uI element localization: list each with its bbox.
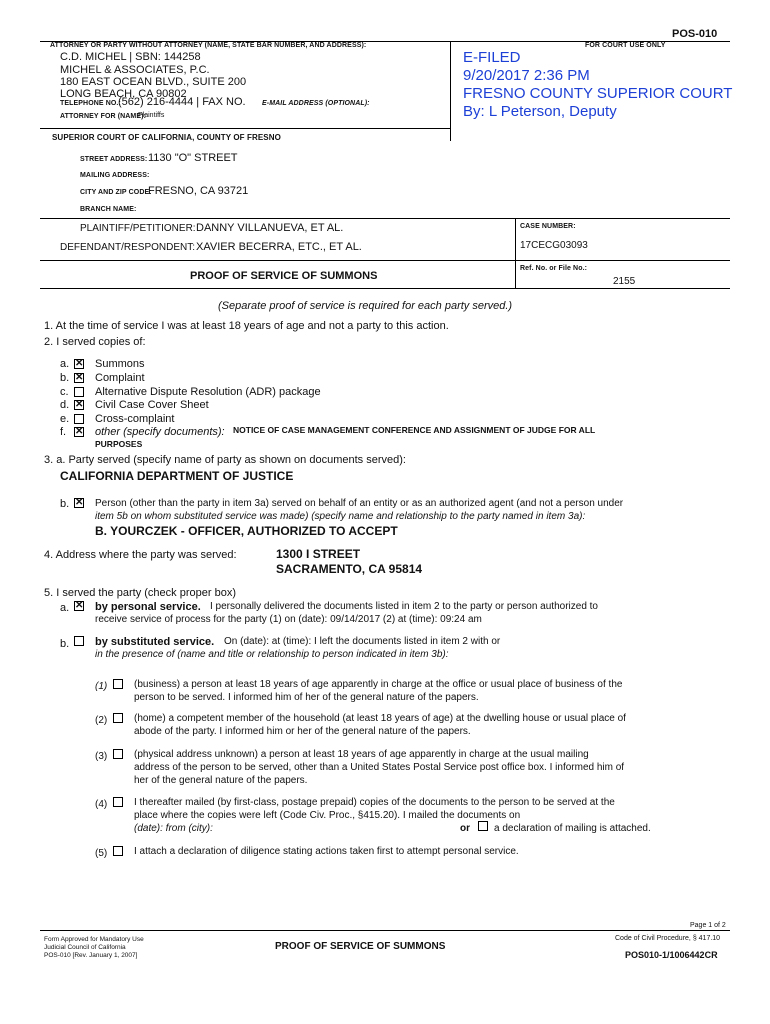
- footer-left-2: Judicial Council of California: [44, 944, 126, 951]
- sub2-line2: abode of the party. I informed him or her of the general nature of the papers.: [134, 726, 471, 737]
- item-5a-line2: receive service of process for the party (1) on (date): 09/14/2017 (2) at (time): 09:24 am: [95, 614, 482, 625]
- doc-letter: f.: [60, 426, 67, 438]
- attorney-for-label: ATTORNEY FOR (NAME):: [60, 113, 146, 120]
- sub3-line3: her of the general nature of the papers.: [134, 775, 308, 786]
- item-4: 4. Address where the party was served:: [44, 549, 237, 561]
- doc-letter: c.: [60, 386, 69, 398]
- other-docs-2: PURPOSES: [95, 439, 143, 449]
- item-1: 1. At the time of service I was at least 18 years of age and not a party to this action.: [44, 320, 449, 332]
- plaintiff-value: DANNY VILLANUEVA, ET AL.: [196, 222, 344, 234]
- other-docs: NOTICE OF CASE MANAGEMENT CONFERENCE AND ASSIGNMENT OF JUDGE FOR ALL: [233, 425, 596, 435]
- doc-label: other (specify documents):: [95, 426, 225, 438]
- court-use-divider: [450, 41, 451, 141]
- sub2-checkbox[interactable]: [113, 713, 123, 723]
- form-number: POS-010: [672, 28, 718, 40]
- sub3-number: (3): [95, 751, 108, 762]
- sub1-checkbox[interactable]: [113, 679, 123, 689]
- sub4-declaration: a declaration of mailing is attached.: [494, 823, 651, 834]
- case-divider: [515, 218, 516, 288]
- plaintiff-label: PLAINTIFF/PETITIONER:: [80, 223, 196, 234]
- item-5b-letter: b.: [60, 638, 70, 650]
- title-rule: [40, 260, 730, 261]
- attorney-line4: LONG BEACH, CA 90802: [60, 88, 187, 100]
- substituted-service-label: by substituted service.: [95, 636, 215, 648]
- item-3b-checkbox[interactable]: ✕: [75, 497, 84, 508]
- sub4-number: (4): [95, 799, 108, 810]
- efile-line2: 9/20/2017 2:36 PM: [463, 67, 590, 84]
- address-line2: SACRAMENTO, CA 95814: [276, 562, 423, 576]
- personal-service-checkbox[interactable]: ✕: [75, 600, 84, 611]
- case-number: 17CECG03093: [520, 240, 588, 251]
- personal-service-label: by personal service.: [95, 601, 201, 613]
- efile-line3: FRESNO COUNTY SUPERIOR COURT: [463, 85, 733, 102]
- attorney-line2: MICHEL & ASSOCIATES, P.C.: [60, 64, 210, 76]
- sub4-line1: I thereafter mailed (by first-class, postage prepaid) copies of the documents to the person to be served at the: [134, 797, 615, 808]
- doc-letter: a.: [60, 358, 70, 370]
- sub4-line3: (date): from (city):: [134, 823, 213, 834]
- substituted-service-checkbox[interactable]: [74, 636, 84, 646]
- body-rule: [40, 288, 730, 289]
- doc-letter: e.: [60, 413, 70, 425]
- address-line1: 1300 I STREET: [276, 547, 361, 561]
- person-served: B. YOURCZEK - OFFICER, AUTHORIZED TO ACCEPT: [95, 524, 398, 538]
- item-3a: 3. a. Party served (specify name of party as shown on documents served):: [44, 454, 406, 466]
- phone-label: TELEPHONE NO.:: [60, 100, 121, 107]
- party-served: CALIFORNIA DEPARTMENT OF JUSTICE: [60, 469, 294, 483]
- sub3-line1: (physical address unknown) a person at least 18 years of age apparently in charge at the usual mailing: [134, 749, 589, 760]
- sub3-checkbox[interactable]: [113, 749, 123, 759]
- doc-label: Complaint: [95, 372, 145, 384]
- item-5a-letter: a.: [60, 602, 70, 614]
- item-2: 2. I served copies of:: [44, 336, 146, 348]
- footer-left-3: POS-010 [Rev. January 1, 2007]: [44, 952, 138, 959]
- sub1-number: (1): [95, 681, 108, 692]
- sub3-line2: address of the person to be served, other than a United States Postal Service post office box. I informed him of: [134, 762, 625, 773]
- doc-checkbox[interactable]: ✕: [75, 399, 84, 410]
- doc-title: PROOF OF SERVICE OF SUMMONS: [190, 270, 378, 282]
- doc-label: Summons: [95, 358, 145, 370]
- item-3b-letter: b.: [60, 498, 70, 510]
- sub1-line2: person to be served. I informed him of her of the general nature of the papers.: [134, 692, 479, 703]
- mailing-label: MAILING ADDRESS:: [80, 172, 150, 179]
- doc-checkbox[interactable]: [74, 387, 84, 397]
- footer-title: PROOF OF SERVICE OF SUMMONS: [275, 941, 446, 952]
- footer-rule: [40, 930, 730, 931]
- footer-code: Code of Civil Procedure, § 417.10: [615, 935, 721, 942]
- page-number: Page 1 of 2: [690, 922, 726, 929]
- separate-note: (Separate proof of service is required for each party served.): [218, 300, 513, 312]
- email-label: E-MAIL ADDRESS (OPTIONAL):: [262, 100, 370, 107]
- footer-form-id: POS010-1/1006442CR: [625, 950, 718, 960]
- doc-label: Cross-complaint: [95, 413, 175, 425]
- attorney-label: ATTORNEY OR PARTY WITHOUT ATTORNEY (NAME, STATE BAR NUMBER, AND ADDRESS):: [50, 42, 367, 49]
- efile-line1: E-FILED: [463, 49, 521, 66]
- declaration-mailing-checkbox[interactable]: [478, 821, 488, 831]
- item-3b-line2: item 5b on whom substituted service was made) (specify name and relationship to the party named in item 3a):: [95, 511, 586, 522]
- item-5a-line1: I personally delivered the documents listed in item 2 to the party or person authorized to: [210, 601, 598, 612]
- sub2-line1: (home) a competent member of the household (at least 18 years of age) at the dwelling house or usual place of: [134, 713, 626, 724]
- doc-checkbox[interactable]: ✕: [75, 358, 84, 369]
- sub5-number: (5): [95, 848, 108, 859]
- efile-line4: By: L Peterson, Deputy: [463, 103, 617, 120]
- case-number-label: CASE NUMBER:: [520, 223, 576, 230]
- phone-value: (562) 216-4444 | FAX NO.: [118, 96, 246, 108]
- street-value: 1130 "O" STREET: [148, 152, 238, 164]
- sub4-line2: place where the copies were left (Code Civ. Proc., §415.20). I mailed the documents on: [134, 810, 521, 821]
- defendant-value: XAVIER BECERRA, ETC., ET AL.: [196, 241, 362, 253]
- street-label: STREET ADDRESS:: [80, 156, 148, 163]
- ref-number: 2155: [613, 276, 636, 287]
- sub1-line1: (business) a person at least 18 years of age apparently in charge at the office or usual place of business of the: [134, 679, 623, 690]
- court-use-label: FOR COURT USE ONLY: [585, 42, 666, 49]
- ref-label: Ref. No. or File No.:: [520, 265, 588, 272]
- footer-left-1: Form Approved for Mandatory Use: [44, 936, 144, 943]
- doc-label: Civil Case Cover Sheet: [95, 399, 209, 411]
- branch-label: BRANCH NAME:: [80, 206, 137, 213]
- item-5b-line2: in the presence of (name and title or relationship to person indicated in item 3b):: [95, 649, 449, 660]
- attorney-line1: C.D. MICHEL | SBN: 144258: [60, 51, 201, 63]
- sub5-checkbox[interactable]: [113, 846, 123, 856]
- item-3b-line1: Person (other than the party in item 3a) served on behalf of an entity or as an authorized agent (and not a person under: [95, 498, 624, 509]
- attorney-for-value: Plaintiffs: [138, 112, 165, 119]
- doc-checkbox[interactable]: [74, 414, 84, 424]
- sub2-number: (2): [95, 715, 108, 726]
- parties-rule: [40, 218, 730, 219]
- court-title: SUPERIOR COURT OF CALIFORNIA, COUNTY OF FRESNO: [52, 133, 281, 142]
- sub4-checkbox[interactable]: [113, 797, 123, 807]
- city-value: FRESNO, CA 93721: [148, 185, 249, 197]
- attorney-line3: 180 EAST OCEAN BLVD., SUITE 200: [60, 76, 247, 88]
- sub4-or: or: [460, 823, 470, 834]
- item-5b-line1: On (date): at (time): I left the documents listed in item 2 with or: [224, 636, 501, 647]
- item-5: 5. I served the party (check proper box): [44, 587, 236, 599]
- doc-checkbox[interactable]: ✕: [75, 426, 84, 437]
- city-label: CITY AND ZIP CODE:: [80, 189, 152, 196]
- defendant-label: DEFENDANT/RESPONDENT:: [60, 242, 196, 253]
- doc-letter: d.: [60, 399, 70, 411]
- sub5-line: I attach a declaration of diligence stating actions taken first to attempt personal service.: [134, 846, 519, 857]
- doc-letter: b.: [60, 372, 70, 384]
- doc-label: Alternative Dispute Resolution (ADR) package: [95, 386, 321, 398]
- court-rule: [40, 128, 450, 129]
- doc-checkbox[interactable]: ✕: [75, 372, 84, 383]
